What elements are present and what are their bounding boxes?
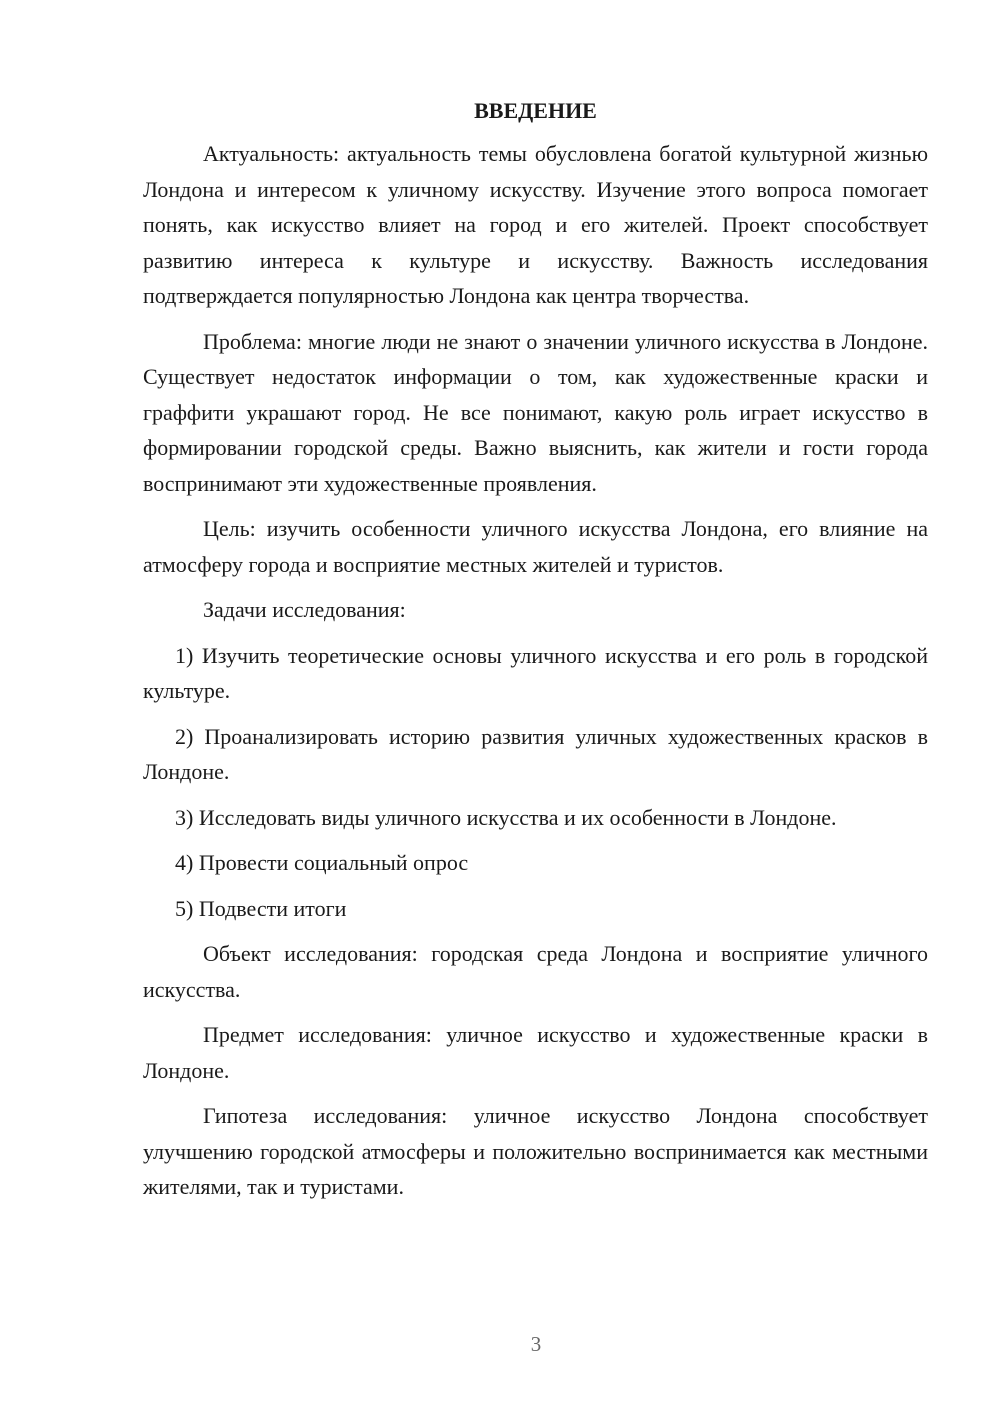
relevance-paragraph: Актуальность: актуальность темы обусловлена богатой культурной жизнью Лондона и интересом к уличному искусству. Изучение этого вопроса помогает понять, как искусство влияет на город и его жителей. Проект способствует развитию интереса к культуре и искусству. Важность исследования подтверждается популярностью Лондона как центра творчества. (143, 141, 928, 308)
page-number: 3 (530, 1332, 542, 1356)
task-item-3: 3) Исследовать виды уличного искусства и их особенности в Лондоне. (175, 804, 837, 830)
section-title: ВВЕДЕНИЕ (474, 98, 597, 123)
tasks-heading: Задачи исследования: (203, 597, 406, 622)
document-body (143, 96, 928, 1215)
task-item-2: 2) Проанализировать историю развития уличных художественных красков в Лондоне. (143, 723, 928, 784)
object-paragraph: Объект исследования: городская среда Лондона и восприятие уличного искусства. (143, 941, 928, 1002)
task-item-5: 5) Подвести итоги (175, 895, 347, 921)
problem-paragraph: Проблема: многие люди не знают о значении уличного искусства в Лондоне. Существует недостаток информации о том, как художественные краски и граффити украшают город. Не все понимают, какую роль играет искусство в формировании городской среды. Важно выяснить, как жители и гости города воспринимают эти художественные проявления. (143, 328, 928, 496)
task-item-4: 4) Провести социальный опрос (175, 850, 469, 875)
goal-paragraph: Цель: изучить особенности уличного искусства Лондона, его влияние на атмосферу города и восприятие местных жителей и туристов. (143, 516, 928, 577)
task-item-1: 1) Изучить теоретические основы уличного искусства и его роль в городской культуре. (143, 642, 928, 703)
subject-paragraph: Предмет исследования: уличное искусство и художественные краски в Лондоне. (143, 1022, 928, 1083)
hypothesis-paragraph: Гипотеза исследования: уличное искусство Лондона способствует улучшению городской атмосферы и положительно воспринимается как местными жителями, так и туристами. (143, 1103, 928, 1199)
